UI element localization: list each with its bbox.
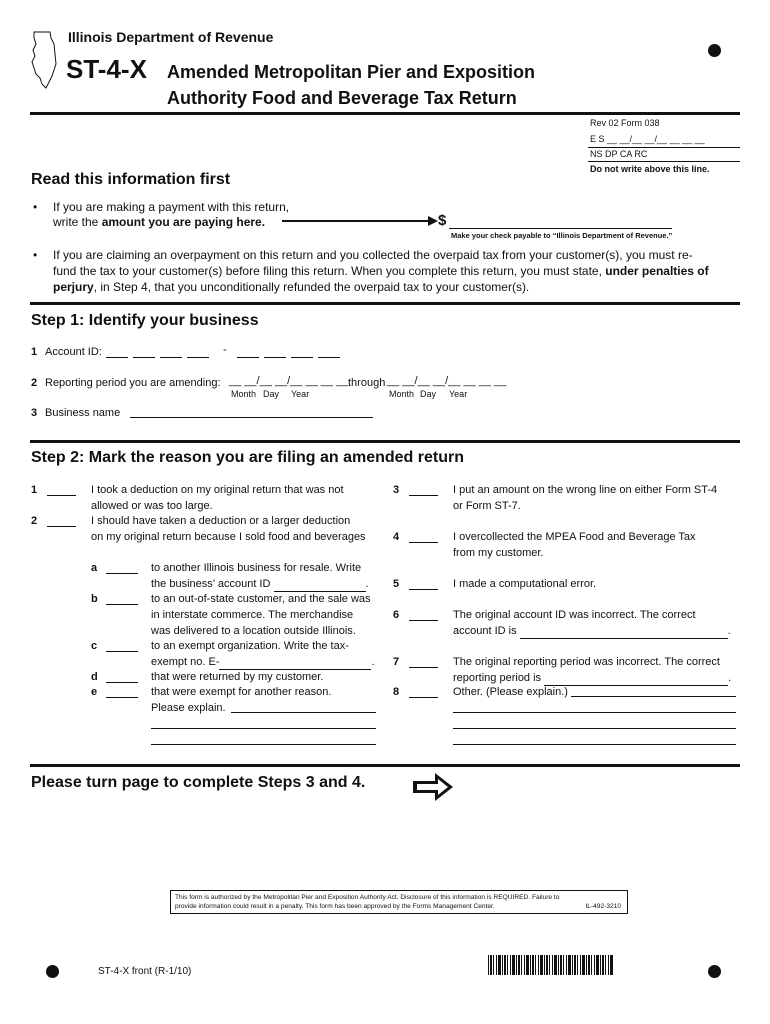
reason-2c-line1: to an exempt organization. Write the tax- xyxy=(151,640,349,652)
sub-reason-letter: d xyxy=(91,671,98,683)
step2-heading: Step 2: Mark the reason you are filing an amended return xyxy=(31,449,464,466)
authorization-line2: provide information could result in a penalty. This form has been approved by the Forms Management Center. IL-492-3210 xyxy=(175,903,621,910)
reason-2a-checkbox[interactable] xyxy=(106,573,138,574)
sub-reason-letter: a xyxy=(91,562,98,574)
form-title-line1: Amended Metropolitan Pier and Exposition xyxy=(167,62,536,82)
step2-rule xyxy=(30,440,740,443)
business-name-label: Business name xyxy=(45,407,121,419)
reason-2e-explain-input-2[interactable] xyxy=(151,728,376,729)
reason-2a-line1: to another Illinois business for resale. Write xyxy=(151,562,362,574)
step1-line-number: 2 xyxy=(31,377,38,389)
reason-2e-line1: that were exempt for another reason. xyxy=(151,686,332,698)
form-control-number: IL-492-3210 xyxy=(585,903,621,910)
reason-8-explain-input-4[interactable] xyxy=(453,744,736,745)
reason-1-line1: I took a deduction on my original return that was not xyxy=(91,484,344,496)
reason-number: 4 xyxy=(393,531,400,543)
reason-2e-explain-input-3[interactable] xyxy=(151,744,376,745)
business-name-input[interactable] xyxy=(130,417,373,418)
step1-line-number: 1 xyxy=(31,346,38,358)
agency-name: Illinois Department of Revenue xyxy=(68,29,274,45)
check-payable-note: Make your check payable to “Illinois Department of Revenue.” xyxy=(451,231,673,240)
reason-2-line1: I should have taken a deduction or a larger deduction xyxy=(91,515,351,527)
day-label: Day xyxy=(263,389,280,399)
reason-number: 3 xyxy=(393,484,400,496)
registration-mark-bottom-left xyxy=(46,965,59,978)
form-code: ST-4-X xyxy=(66,54,147,84)
rev-form-number: Rev 02 Form 038 xyxy=(590,118,660,128)
reason-2a-line2: the business’ account ID . xyxy=(151,578,369,590)
reason-5-checkbox[interactable] xyxy=(409,589,438,590)
period-to-input[interactable]: __ __/__ __/__ __ __ __ xyxy=(387,375,507,387)
reason-2d-checkbox[interactable] xyxy=(106,682,138,683)
reason-8-explain-input-3[interactable] xyxy=(453,728,736,729)
reason-7-line2: reporting period is . xyxy=(453,672,732,684)
footer-rule xyxy=(30,764,740,767)
period-from-input[interactable]: __ __/__ __/__ __ __ __ xyxy=(229,375,349,387)
reason-2e-checkbox[interactable] xyxy=(106,697,138,698)
header-rule xyxy=(30,112,740,115)
bullet1-line2: write the amount you are paying here. xyxy=(53,215,266,229)
registration-mark-top-right xyxy=(708,44,721,57)
reason-2b-line3: was delivered to a location outside Illinois. xyxy=(151,625,356,637)
correct-account-id-input[interactable] xyxy=(520,638,728,639)
reason-8-explain-input-2[interactable] xyxy=(453,712,736,713)
reason-3-line1: I put an amount on the wrong line on either Form ST-4 xyxy=(453,484,718,496)
step1-line-number: 3 xyxy=(31,407,38,419)
reason-6-line1: The original account ID was incorrect. The correct xyxy=(453,609,696,621)
right-arrow-icon xyxy=(413,772,453,802)
day-label: Day xyxy=(420,389,437,399)
reason-3-checkbox[interactable] xyxy=(409,495,438,496)
through-label: through xyxy=(348,377,386,389)
sub-reason-letter: b xyxy=(91,593,98,605)
read-first-heading: Read this information first xyxy=(31,171,231,188)
reason-2c-checkbox[interactable] xyxy=(106,651,138,652)
reason-4-line1: I overcollected the MPEA Food and Beverage Tax xyxy=(453,531,696,543)
reason-3-line2: or Form ST-7. xyxy=(453,500,521,512)
reason-6-checkbox[interactable] xyxy=(409,620,438,621)
bullet2-line2: fund the tax to your customer(s) before filing this return. When you complete this return, you must state, under penalties of xyxy=(53,264,709,278)
reason-2e-explain-input[interactable] xyxy=(231,712,376,713)
form-title-line2: Authority Food and Beverage Tax Return xyxy=(167,88,517,108)
reason-number: 2 xyxy=(31,515,38,527)
correct-period-input[interactable] xyxy=(544,685,728,686)
sub-reason-letter: e xyxy=(91,686,98,698)
reason-1-checkbox[interactable] xyxy=(47,495,76,496)
do-not-write-note: Do not write above this line. xyxy=(590,164,710,174)
office-divider-1 xyxy=(588,147,740,148)
reporting-period-label: Reporting period you are amending: xyxy=(45,377,221,389)
reason-8-line1: Other. (Please explain.) xyxy=(453,686,568,698)
reason-number: 1 xyxy=(31,484,38,496)
reason-1-line2: allowed or was too large. xyxy=(91,500,213,512)
step1-rule xyxy=(30,302,740,305)
reason-number: 8 xyxy=(393,686,400,698)
bullet2-line3: perjury, in Step 4, that you unconditionally refunded the overpaid tax to your customer(s). xyxy=(53,280,530,294)
reason-6-line2: account ID is . xyxy=(453,625,731,637)
reason-2b-checkbox[interactable] xyxy=(106,604,138,605)
illinois-map-icon xyxy=(30,30,60,90)
account-id-label: Account ID: xyxy=(45,346,102,358)
reason-7-line1: The original reporting period was incorrect. The correct xyxy=(453,656,720,668)
reason-2c-line2: exempt no. E- . xyxy=(151,656,375,668)
reason-8-explain-input[interactable] xyxy=(571,696,736,697)
reason-2e-line2: Please explain. xyxy=(151,702,226,714)
registration-mark-bottom-right xyxy=(708,965,721,978)
reason-2-line2: on my original return because I sold food and beverages xyxy=(91,531,366,543)
bullet1-line1: If you are making a payment with this return, xyxy=(53,200,290,214)
year-label: Year xyxy=(291,389,310,399)
bullet2-line1: If you are claiming an overpayment on this return and you collected the overpaid tax from your customer(s), you must re- xyxy=(53,248,693,262)
reason-7-checkbox[interactable] xyxy=(409,667,438,668)
reason-8-checkbox[interactable] xyxy=(409,697,438,698)
reason-number: 7 xyxy=(393,656,400,668)
office-divider-2 xyxy=(588,161,740,162)
month-label: Month xyxy=(231,389,257,399)
reason-5-line1: I made a computational error. xyxy=(453,578,597,590)
es-line: E S __ __/__ __/__ __ __ __ xyxy=(590,134,705,144)
month-label: Month xyxy=(389,389,415,399)
reason-2b-line1: to an out-of-state customer, and the sale was xyxy=(151,593,371,605)
sub-reason-letter: c xyxy=(91,640,98,652)
authorization-box xyxy=(170,890,628,914)
authorization-line1: This form is authorized by the Metropolitan Pier and Exposition Authority Act. Disclosure of this information is REQUIRED. Failure to xyxy=(175,894,560,901)
payment-amount-input[interactable] xyxy=(449,228,672,229)
reason-2d-line1: that were returned by my customer. xyxy=(151,671,324,683)
step1-heading: Step 1: Identify your business xyxy=(31,312,259,329)
reason-2-checkbox[interactable] xyxy=(47,526,76,527)
reason-4-line2: from my customer. xyxy=(453,547,544,559)
account-id-input[interactable]: - xyxy=(106,346,346,360)
arrow-to-amount-icon xyxy=(282,216,438,226)
ns-line: NS DP CA RC xyxy=(590,149,648,159)
reason-number: 6 xyxy=(393,609,400,621)
turn-page-note: Please turn page to complete Steps 3 and 4. xyxy=(31,774,366,791)
reason-number: 5 xyxy=(393,578,400,590)
bullet-icon: • xyxy=(33,200,38,214)
dollar-sign: $ xyxy=(438,212,447,229)
bullet-icon: • xyxy=(33,248,38,262)
barcode xyxy=(488,955,614,975)
year-label: Year xyxy=(449,389,468,399)
form-id: ST-4-X front (R-1/10) xyxy=(98,966,192,977)
reason-4-checkbox[interactable] xyxy=(409,542,438,543)
reason-2b-line2: in interstate commerce. The merchandise xyxy=(151,609,354,621)
